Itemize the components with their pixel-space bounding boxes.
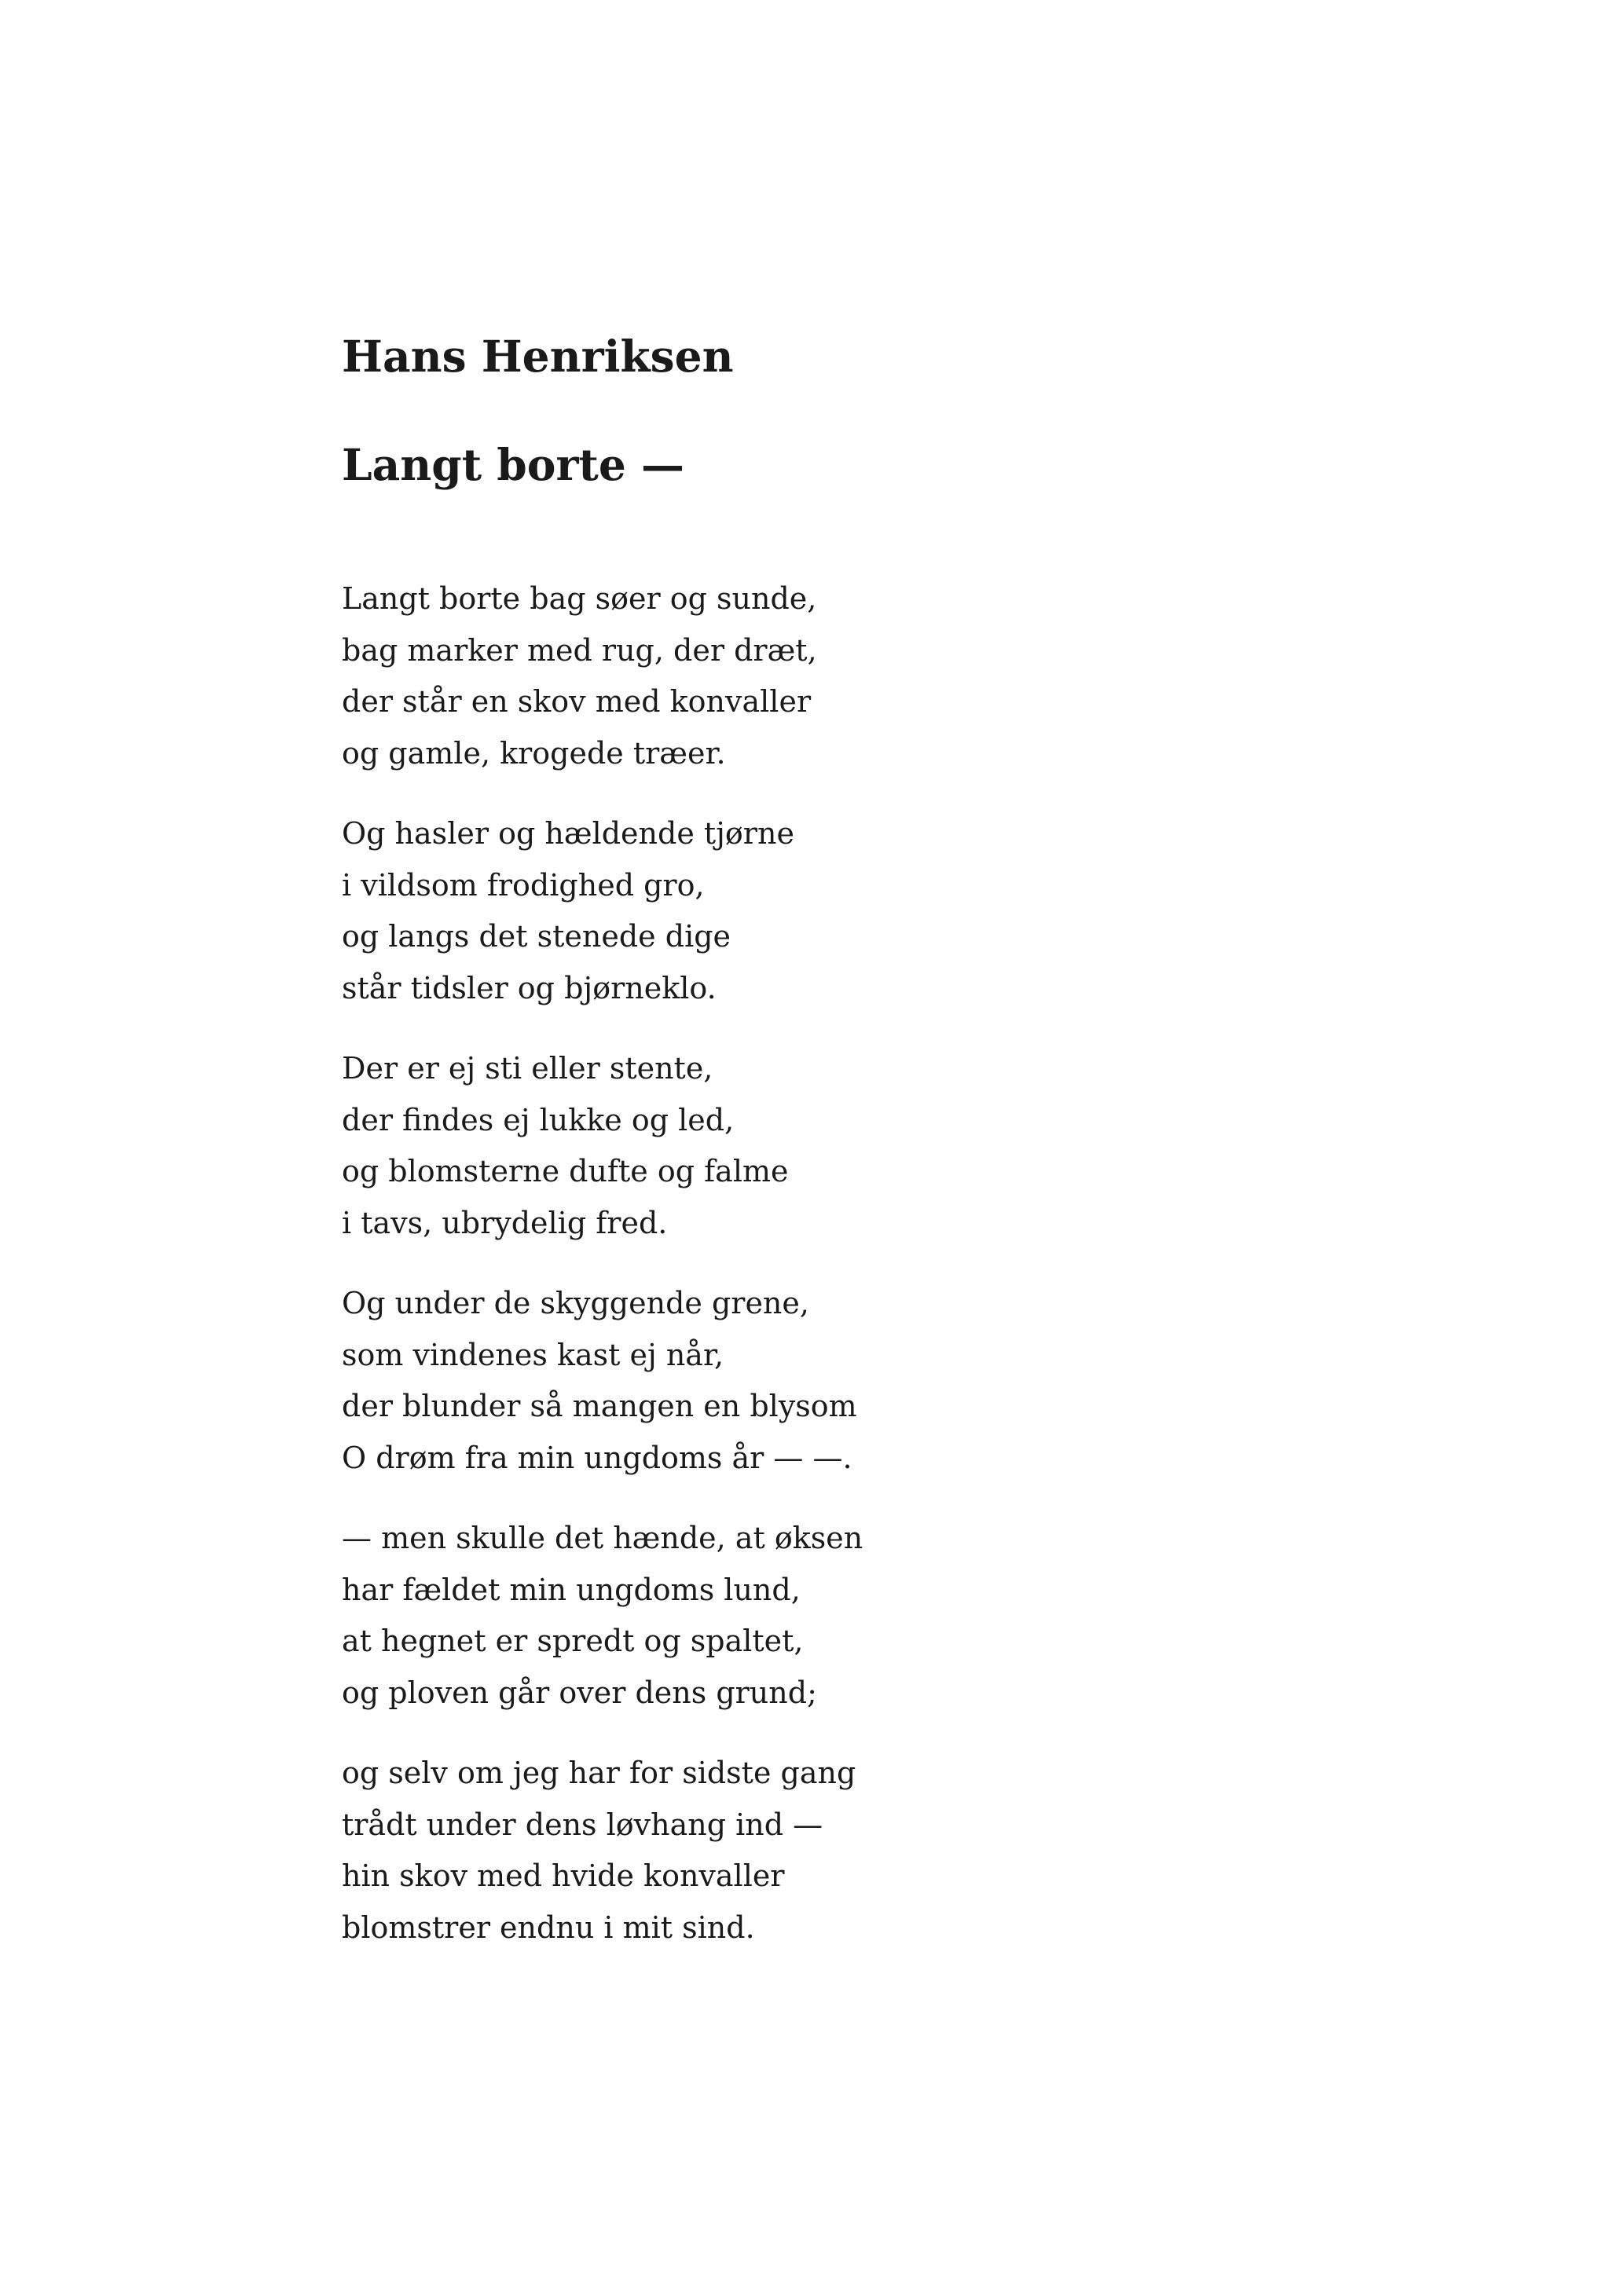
poem-title: Langt borte — <box>342 439 684 490</box>
poem-line: i tavs, ubrydelig fred. <box>342 1205 668 1240</box>
poem-line: der blunder så mangen en blysom <box>342 1389 857 1423</box>
poem-line: trådt under dens løvhang ind — <box>342 1807 823 1842</box>
poem-line: har fældet min ungdoms lund, <box>342 1572 801 1607</box>
poem-line: og selv om jeg har for sidste gang <box>342 1756 856 1790</box>
poem-line: blomstrer endnu i mit sind. <box>342 1910 755 1945</box>
poem-line: bag marker med rug, der dræt, <box>342 632 817 668</box>
poem-line: O drøm fra min ungdoms år — —. <box>342 1440 852 1475</box>
poem-line: og gamle, krogede træer. <box>342 735 726 771</box>
poem-line: at hegnet er spredt og spaltet, <box>342 1624 804 1658</box>
poem-line: der står en skov med konvaller <box>342 684 812 719</box>
poem-body <box>342 573 1363 1983</box>
poem-line: og ploven går over dens grund; <box>342 1675 817 1710</box>
poem-line: — men skulle det hænde, at øksen <box>342 1521 863 1555</box>
poem-line: der findes ej lukke og led, <box>342 1102 735 1137</box>
stanza-2 <box>342 808 1363 1014</box>
poem-line: som vindenes kast ej når, <box>342 1337 724 1372</box>
author-name: Hans Henriksen <box>342 331 734 382</box>
stanza-1 <box>342 573 1363 779</box>
poem-line: og langs det stenede dige <box>342 919 731 954</box>
stanza-5 <box>342 1513 1363 1719</box>
poem-line: og blomsterne dufte og falme <box>342 1154 789 1188</box>
poem-line: Langt borte bag søer og sunde, <box>342 581 817 616</box>
poem-line: Og hasler og hældende tjørne <box>342 816 794 851</box>
poem-line: står tidsler og bjørneklo. <box>342 970 717 1005</box>
poem-line: Og under de skyggende grene, <box>342 1286 809 1320</box>
stanza-3 <box>342 1043 1363 1249</box>
stanza-6 <box>342 1748 1363 1954</box>
stanza-4 <box>342 1278 1363 1484</box>
poem-line: i vildsom frodighed gro, <box>342 867 705 903</box>
poem-line: hin skov med hvide konvaller <box>342 1858 785 1893</box>
poem-line: Der er ej sti eller stente, <box>342 1051 713 1086</box>
